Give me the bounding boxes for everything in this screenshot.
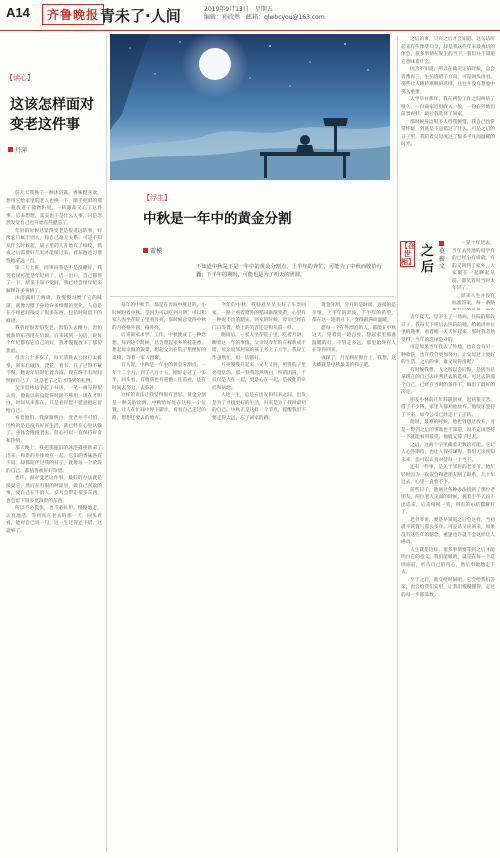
newspaper-logo: 齐鲁晚报	[42, 4, 104, 25]
body-paragraph: 他说，最难的时候，他也曾想过放弃，可是一想到之后的事谁也不知道，说不定再坚持一下就能看到希望，他就又撑了过去。	[401, 420, 495, 440]
section-title: 青未了·人间	[100, 7, 181, 25]
body-paragraph: 父亲退休后学起了书法，一笔一画写得很认真。他说以前总觉得时间不够用，现在才明白，时间从来都在，只是看你愿不愿意把它留给自己。	[6, 386, 102, 414]
body-paragraph: 之后，这两个字里藏着无数的可能。它让人心怀期待，也让人保持谦卑。我们无法预知未来，但可以认真对待每一个当下。	[401, 442, 495, 463]
body-paragraph: 后来离家求学、工作，中秋便成了一种念想。每到这个时候，总会想起家乡的桂花香，想起母亲做的饭菜，想起父亲在院子里摆好的桌椅，等着一家人团聚。	[112, 333, 206, 361]
right-article-tag: 【在世相】	[401, 242, 415, 266]
left-article-tag: 【读心】	[6, 74, 34, 82]
body-paragraph: 前些日子，他通过各种办法找到了那位老朋友，两位老人见面的时候，握着手半天说不出话来，后来相视一笑，所有的心结都解开了。	[401, 487, 495, 515]
red-square-icon	[8, 147, 13, 152]
left-article-body	[6, 190, 102, 852]
red-square-icon	[143, 248, 148, 253]
masthead-date: 2019年9月13日 星期五	[204, 6, 273, 13]
page-number: A14	[6, 5, 30, 20]
body-paragraph: 第二天上班，同事问我是不是没睡好，我笑着说可能是年纪到了。话一出口，自己都愣了一下，原来不知不觉间，我已经会用年纪来解释许多事情了。	[6, 266, 102, 294]
masthead-editor: 编辑：孙欣然 邮箱：qlwbcyou@163.com	[204, 14, 325, 21]
body-paragraph: 那时候身边很多人替我惋惜，我自己也常常怀疑，到底是不是错过了什么。可是之后的日子里，我陪着父母度过了很多平凡而温暖的时光。	[401, 119, 495, 147]
body-paragraph: 那天晚上，我把那瓶旧的沐浴露重新拿了出来，和新的并排放在一起。它们的香味各有不同，却都陪伴过我的日子，就像每一个阶段的自己，都值得被好好珍惜。	[6, 446, 102, 474]
body-paragraph: 还有一件事，是关于邻居的老爷爷。他年轻时因为一次误会和老朋友断了联系，几十年过去，心里一直放不下。	[401, 465, 495, 485]
body-paragraph: 所以不必慌张，也不必抗拒。慢慢地走，认真地活，等到真正老去的那一天，回头看看，能对自己说一句，这一生过得还不错，这就够了。	[6, 506, 102, 534]
body-paragraph: 年轻的时候总觉得变老是很遥远的事，好像它只属于别人，和自己毫无关系。可是不知从什么时候起，镜子里的人开始有了细纹，熬夜之后需要好几天才能缓过来，看东西也习惯性地拿远一点。	[6, 228, 102, 264]
masthead	[0, 0, 500, 31]
body-paragraph: 大学毕业那年，我在两份工作之间纠结了很久，一份离家近但收入一般，一份在外地但前景看好，最后我选择了回家。	[401, 97, 495, 117]
center-article-tag: 【浮生】	[143, 194, 171, 202]
right-article-body-narrow	[452, 240, 495, 310]
illustration-svg	[110, 34, 390, 180]
center-article-body-col2	[212, 302, 306, 852]
body-paragraph: 朋友小林前几年辞职创业，起初很辛苦，借了不少钱，家里人都劝他放弃。他咬牙坚持了下来，如今公司已经走上了正轨。	[401, 397, 495, 418]
body-paragraph: 老爷爷说，要是早知道之后会这样，当初就不该置气那么多年。可是话又说回来，如果没有这些年的惦念，重逢也许就不会这样让人感动。	[401, 517, 495, 545]
right-article-title: 之后	[421, 244, 435, 275]
right-author-name: 莫蕲文	[439, 248, 446, 270]
body-paragraph: 晚饭后，一家人坐在院子里，吃着月饼，聊着这一年的事情。父亲说今年的庄稼收成不错，母亲说邻居家的孩子考上了大学，我说工作虽然忙，但一切都好。	[212, 333, 306, 361]
body-paragraph: 也许，面对变老这件事，最好的办法就是接受它，然后在有限的时间里，做自己喜欢的事，爱自己在乎的人。岁月会带走很多东西，也会留下很多更珍贵的东西。	[6, 476, 102, 504]
body-paragraph: 因为不知道，所以在做决定的时候，总会犹豫再三，生怕选错了方向。可是回头再看，那些让人辗转难眠的选择，往往并没有想象中那么重要。	[401, 67, 495, 95]
body-paragraph: 夜深了，月光洒在窗台上，我想，这大概就是中秋最美的样子吧。	[312, 355, 396, 368]
left-author-name: 丹萍	[15, 147, 28, 154]
section-divider	[110, 296, 394, 297]
center-article-body-col1	[112, 302, 206, 852]
right-article-body-bottom	[401, 314, 495, 852]
column-divider	[106, 36, 107, 852]
center-article-lead: 不知道中秋是不是一年中的黄金分割点，上半年的奔忙，可能为了中秋而收拾行囊；下半年的期盼，可能也是为了明天的团圆。	[196, 264, 382, 278]
masthead-meta	[204, 6, 325, 22]
right-article-author	[439, 241, 447, 271]
body-paragraph: 黄金分割，分开的是时间，连接的是亲情。上半年的奔波，下半年的希望，都在这一轮明月下，变得圆满而温暖。	[312, 303, 396, 323]
left-title-line-2: 变老这件事	[10, 117, 80, 133]
center-article-author	[143, 246, 162, 255]
red-square-icon	[439, 241, 444, 246]
body-paragraph: 这样的说法让我觉得很有意思。黄金分割是一种美的比例，中秋恰好处在这样一个位置，让人在忙碌中停下脚步，看看自己走过的路，想想还要去的地方。	[112, 393, 206, 421]
body-paragraph: 沐浴露用了两周，我慢慢习惯了它的味道，就像习惯了身边许多细微的变化。人总是在不经意间接受了很多东西，包括时间留下的痕迹。	[6, 296, 102, 324]
column-divider	[397, 36, 398, 852]
body-paragraph: 可是如果当年我去了外地，也许会有另一种收获，也许我会更加努力，让父母过上更好的生活。之后的事，谁又说得清呢？	[401, 345, 495, 365]
body-paragraph: 月亮慢慢升起来，又大又圆，照得院子里亮堂堂的。那一刻我忽然明白，所谓团圆，不仅仅是人在一起，更是心在一起，是彼此的牵挂和惦念。	[212, 363, 306, 391]
body-paragraph: 一晃十年过去，当年去外地的同学有的已经小有成就，有的又回到了家乡，大家聚在一起聊起从前，都笑着说当时太年轻了。	[452, 241, 495, 291]
center-article-title: 中秋是一年中的黄金分割	[143, 211, 292, 227]
body-paragraph: 母亲六十多岁了，每天清晨去公园打太极拳，回来后做饭、浇花、看书，日子过得不紧不慢。她说年轻时忙着奔波，现在终于有时间照顾自己了，这是老了之后才得到的礼物。	[6, 356, 102, 384]
body-paragraph: 之后的事，只有之后才会知道。这句话听起来有些像绕口令，却是我这些年来最真切的体会。很多事情在发生的当下，我们并不知道它意味着什么。	[401, 37, 495, 65]
right-article-body-top	[401, 36, 495, 234]
left-article-author	[8, 145, 27, 154]
body-paragraph: 看着他们，我渐渐明白，变老并不可怕，可怕的是还没有好好生活，就已经在心里认输了。身体会慢慢老去，但心可以一直保持好奇和热情。	[6, 416, 102, 444]
body-paragraph: 原来人生并没有标准答案，每一条路	[452, 293, 495, 306]
left-article-title	[10, 95, 94, 135]
body-paragraph: 至于之后，就交给时间吧。它会给我们答案，也会给我们安慰，让我们慢慢懂得，走过的每一步都算数。	[401, 577, 495, 598]
body-paragraph: 愿每一个在外漂泊的人，都能在中秋这天，望着同一轮月亮，想起家里那盏温暖的灯。不管走多远，那里始终有人在等你回来。	[312, 325, 396, 353]
body-paragraph: 有人说，中秋是一年中的黄金分割点。一年十二个月，到了八月十五，刚好走过了一多半，回头看，有收获也有遗憾；往前看，还有时间去努力，去弥补。	[112, 363, 206, 391]
center-article-body-col3	[312, 302, 396, 852]
body-paragraph: 人这一生，总是在出发和归来之间。出发是为了寻找更好的生活，归来是为了找回最初的自己。中秋正是这样一个节点，提醒我们不要走得太远，忘了回家的路。	[212, 393, 306, 421]
center-author-name: 雷模	[150, 248, 163, 255]
body-paragraph: 今年的中秋，我特意早早买好了车票回家。一路上看着窗外的稻田渐渐变黄，心里有一种说不出的踏实。到家的时候，母亲已经在门口等着，脸上的笑容还是和从前一样。	[212, 303, 306, 331]
body-paragraph: 人生就是这样，很多事情要等到之后才能明白它的意义。我们能做的，就是在每一个选择面前，听从自己的内心，然后勇敢地走下去。	[401, 547, 495, 575]
left-title-line-1: 这该怎样面对	[10, 97, 94, 113]
illustration-moon-night	[110, 34, 390, 180]
body-paragraph: 有时候我想，人之所以会后悔，是因为总拿现在的自己去评判过去的选择。可过去的那个自己，已经在当时的条件下，做出了最好的决定。	[401, 367, 495, 395]
body-paragraph: 我曾经很害怕变老，害怕失去精力，害怕被新的东西甩在后面。后来读到一句话，说每个年纪都有它自己的好，我才慢慢放下了那份焦虑。	[6, 326, 102, 354]
body-paragraph: 去年夏天，母亲生了一场病，住院的那段日子，我每天下班后去医院陪她，给她讲单位里的趣事，看着她一天天好起来。那时我忽然觉得，当年的选择是对的。	[401, 315, 495, 343]
body-paragraph: 每年的中秋节，都是在奔波中度过的。小时候盼着中秋，是因为可以吃到月饼，可以和家人围坐在院子里看月亮，那时候总觉得中秋的月亮格外圆，格外亮。	[112, 303, 206, 331]
body-paragraph: 前几天我换了一种沐浴露，香味挺喜欢，想用它给家里的老人也换一下，顺手把旧的那一瓶放进了储物柜里，一转眼却又忘了这件事。后来想想，其实也不是什么大事，只是忽然发觉自己也开始有些健忘了。	[6, 191, 102, 226]
